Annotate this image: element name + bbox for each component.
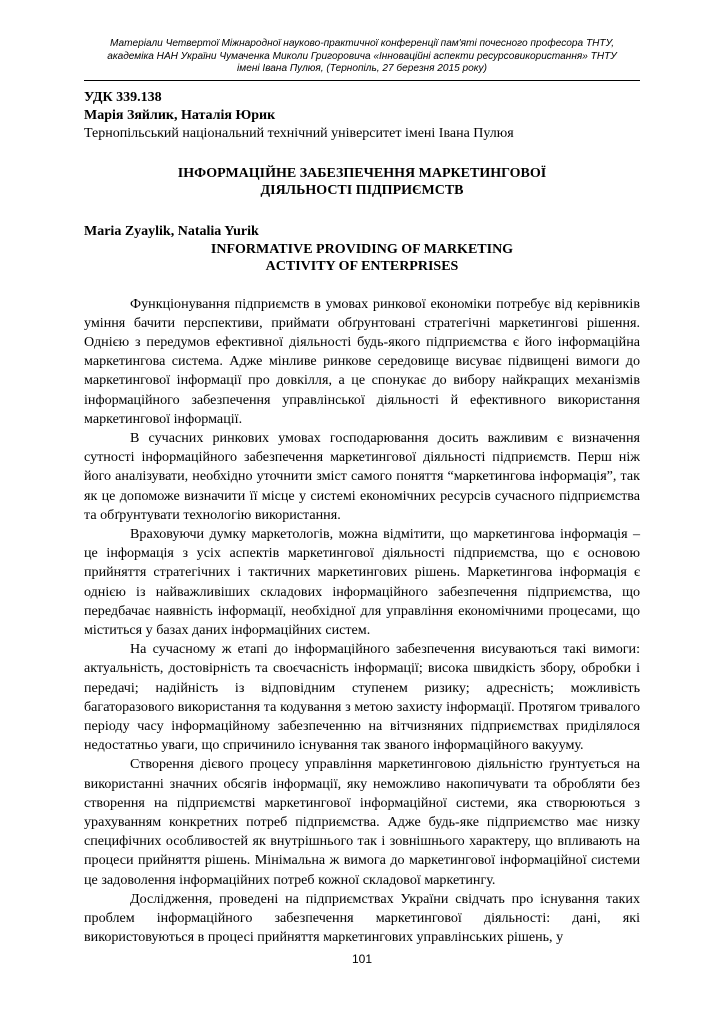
page-number: 101 — [351, 952, 373, 966]
conference-header — [84, 38, 640, 76]
udc-code: УДК 339.138 — [84, 89, 162, 105]
title-ukrainian-line-2: ДІЯЛЬНОСТІ ПІДПРИЄМСТВ — [260, 182, 464, 198]
paragraph: Враховуючи думку маркетологів, можна відмітити, що маркетингова інформація – це інформація з усіх аспектів маркетингової діяльності підприємства, що є основою прийняття стратегічних і тактичних маркетингових рішень. Маркетингова інформація є однією із найважливіших складових інформаційного забезпечення підприємства, що передбачає наявність інформації, необхідної для управління економічними процесами, що міститься у базах даних інформаційних систем. — [84, 525, 640, 638]
paragraph: Функціонування підприємств в умовах ринкової економіки потребує від керівників уміння бачити перспективи, приймати обґрунтовані стратегічні маркетингові рішення. Однією з передумов ефективної діяльності будь-якого підприємства є його інформаційна маркетингова система. Адже мінливе ринкове середовище висуває підвищені вимоги до маркетингової інформації про довкілля, а це спонукає до вибору найкращих механізмів інформаційного забезпечення управлінської діяльності й ефективного використання маркетингової інформації. — [84, 295, 640, 427]
title-english — [84, 241, 640, 275]
affiliation: Тернопільський національний технічний університет імені Івана Пулюя — [84, 125, 514, 141]
title-ukrainian — [84, 165, 640, 199]
title-english-line-1: INFORMATIVE PROVIDING OF MARKETING — [210, 241, 514, 257]
authors-ukrainian: Марія Зяйлик, Наталія Юрик — [84, 107, 276, 123]
title-english-line-2: ACTIVITY OF ENTERPRISES — [265, 258, 459, 274]
conference-header-line-3: імені Івана Пулюя, (Тернопіль, 27 березня 2015 року) — [237, 63, 487, 74]
article-body — [84, 295, 640, 948]
header-divider — [84, 80, 640, 81]
conference-header-line-2: академіка НАН України Чумаченка Миколи Григоровича «Інноваційні аспекти ресурсовикористання» ТНТУ — [107, 50, 617, 62]
conference-header-line-1: Матеріали Четвертої Міжнародної науково-практичної конференції пам'яті почесного професора ТНТУ, — [109, 38, 615, 49]
title-ukrainian-line-1: ІНФОРМАЦІЙНЕ ЗАБЕЗПЕЧЕННЯ МАРКЕТИНГОВОЇ — [177, 165, 547, 181]
authors-english: Maria Zyaylik, Natalia Yurik — [84, 223, 259, 239]
paragraph: Дослідження, проведені на підприємствах України свідчать про існування таких проблем інформаційного забезпечення маркетингової діяльності: дані, які використовуються в процесі прийняття маркетингових управлінських рішень, у — [84, 890, 640, 946]
paragraph: В сучасних ринкових умовах господарювання досить важливим є визначення сутності інформаційного забезпечення маркетингової діяльності підприємств. Перш ніж його аналізувати, необхідно уточнити зміст самого поняття “маркетингова інформація”, так як це допоможе визначити її місце у системі економічних ресурсів сучасного підприємства та обґрунтувати технологію використання. — [84, 429, 640, 523]
paragraph: Створення дієвого процесу управління маркетинговою діяльністю ґрунтується на використанні значних обсягів інформації, яку неможливо накопичувати та обробляти без створення на підприємстві маркетингової інформаційної системи, яка створюються з урахуванням конкретних потреб підприємства. Адже будь-яке підприємство має низку специфічних особливостей як внутрішнього так і зовнішнього характеру, що впливають на процеси прийняття рішень. Мінімальна ж вимога до маркетингової інформаційної системи це задоволення інформаційних потреб кожної складової маркетингу. — [84, 756, 640, 888]
paragraph: На сучасному ж етапі до інформаційного забезпечення висуваються такі вимоги: актуальність, достовірність та своєчасність інформації; висока швидкість збору, обробки і передачі; надійність із відповідним ступенем ризику; адресність; можливість багаторазового використання та кодування з метою захисту інформації. Протягом тривалого періоду часу інформаційному забезпеченню на вітчизняних підприємствах приділялося недостатньо уваги, що спричинило існування так званого інформаційного вакууму. — [84, 641, 640, 754]
